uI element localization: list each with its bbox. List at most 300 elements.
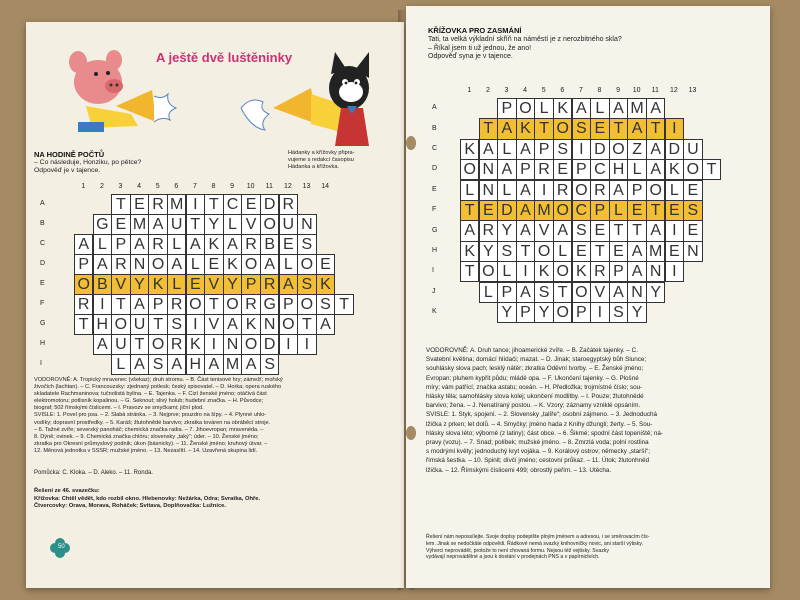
crossword-cell[interactable]: E — [590, 118, 609, 139]
crossword-cell[interactable]: A — [572, 98, 591, 119]
crossword-cell[interactable]: E — [683, 180, 702, 201]
crossword-cell[interactable]: U — [111, 334, 130, 355]
crossword-cell[interactable]: I — [665, 220, 684, 241]
crossword-cell[interactable]: V — [534, 220, 553, 241]
crossword-cell[interactable]: H — [609, 159, 628, 180]
crossword-cell[interactable]: T — [74, 314, 93, 335]
left-clue-line: vodíky; dopravní prostředky. – 5. Karáš; žlutohnědé barvivo; zkratka továren na obráběcí stroje. — [34, 419, 271, 426]
right-footer-line: vydávají neprovádělné a jsou k dostání v prodejnách PNS a v papírnictvích. — [426, 554, 600, 561]
crossword-cell[interactable]: L — [553, 241, 572, 262]
crossword-cell[interactable]: K — [460, 241, 479, 262]
crossword-cell[interactable]: T — [204, 294, 223, 315]
crossword-cell[interactable]: L — [479, 282, 498, 303]
column-number: 3 — [118, 183, 123, 190]
crossword-cell[interactable]: D — [590, 139, 609, 160]
crossword-cell[interactable]: M — [534, 200, 553, 221]
column-number: 14 — [321, 183, 329, 190]
crossword-cell[interactable]: T — [297, 314, 316, 335]
crossword-cell[interactable]: E — [590, 220, 609, 241]
crossword-cell[interactable]: L — [93, 234, 112, 255]
crossword-cell[interactable]: S — [148, 354, 167, 375]
crossword-cell[interactable]: N — [260, 314, 279, 335]
crossword-cell[interactable]: K — [665, 159, 684, 180]
crossword-cell[interactable]: T — [111, 194, 130, 215]
crossword-cell[interactable]: M — [223, 354, 242, 375]
crossword-cell[interactable]: S — [609, 302, 628, 323]
crossword-cell[interactable]: N — [297, 214, 316, 235]
crossword-cell[interactable]: A — [130, 294, 149, 315]
crossword-cell[interactable]: Z — [627, 139, 646, 160]
crossword-cell[interactable]: A — [609, 98, 628, 119]
crossword-cell[interactable]: T — [609, 220, 628, 241]
crossword-cell[interactable]: O — [223, 294, 242, 315]
left-clue-line: VODOROVNĚ: A. Tropický mravenec (všekaz); druh stromu. – B. Část tenisové hry; zámeží; mořský — [34, 377, 283, 383]
crossword-cell[interactable]: K — [204, 234, 223, 255]
crossword-cell[interactable]: A — [223, 314, 242, 335]
crossword-cell[interactable]: O — [297, 294, 316, 315]
crossword-cell[interactable]: P — [516, 159, 535, 180]
left-clue-line: skladatele Rachmaninova; tučnolistá bylina. – E. Tajenka. – F. Cizí ženské jméno; otáčivá část — [34, 391, 267, 398]
crossword-cell[interactable]: R — [590, 180, 609, 201]
column-number: 13 — [688, 87, 697, 94]
crossword-cell[interactable]: L — [627, 159, 646, 180]
crossword-cell[interactable]: S — [297, 234, 316, 255]
crossword-cell[interactable]: D — [260, 334, 279, 355]
right-footer — [426, 534, 764, 561]
crossword-cell[interactable]: S — [316, 294, 335, 315]
left-intro-line: Odpověď je v tajence. — [34, 167, 101, 175]
left-help: Pomůcka: C. Kloka. – D. Aleko. – 11. Ronda. — [34, 470, 153, 476]
column-number: 8 — [211, 183, 216, 190]
left-side-note-line: Hádanka a křížovka. — [288, 164, 339, 170]
crossword-cell[interactable]: E — [130, 194, 149, 215]
crossword-cell[interactable]: T — [534, 118, 553, 139]
right-clue-line: hlásky slova léto; výborně (z latiny); část obce. – 6. Šikmé; spodní část topeniště; ná- — [426, 429, 663, 437]
right-clue-line: lžička. – 12. Římskými číslicemi 499; obrostlý peřím. – 13. Utěcha. — [426, 466, 612, 474]
crossword-cell[interactable]: E — [683, 220, 702, 241]
crossword-cell[interactable]: N — [646, 261, 665, 282]
crossword-cell[interactable]: O — [460, 159, 479, 180]
crossword-cell[interactable]: N — [627, 282, 646, 303]
row-letter: A — [432, 104, 437, 112]
crossword-cell[interactable]: A — [497, 118, 516, 139]
punch-hole — [406, 136, 416, 150]
crossword-cell[interactable]: A — [609, 282, 628, 303]
crossword-cell[interactable]: O — [646, 180, 665, 201]
crossword-cell[interactable]: A — [516, 282, 535, 303]
crossword-cell[interactable]: P — [74, 254, 93, 275]
left-side-note — [288, 150, 355, 171]
crossword-cell[interactable]: Y — [534, 302, 553, 323]
crossword-cell[interactable]: T — [186, 214, 205, 235]
crossword-cell[interactable]: L — [186, 254, 205, 275]
crossword-cell[interactable]: K — [186, 334, 205, 355]
crossword-cell[interactable]: A — [460, 220, 479, 241]
crossword-cell[interactable]: A — [316, 314, 335, 335]
right-clue-line: VODOROVNĚ: A. Druh tance; jihoamerické zvíře. – B. Začátek tajenky. – C. — [426, 347, 638, 354]
crossword-cell[interactable]: R — [148, 234, 167, 255]
left-intro-line: – Co následuje, Honziku, po pětce? — [34, 159, 142, 166]
crossword-cell[interactable]: B — [260, 234, 279, 255]
crossword-cell[interactable]: L — [279, 254, 298, 275]
crossword-cell[interactable]: K — [223, 254, 242, 275]
crossword-cell[interactable]: I — [279, 334, 298, 355]
right-clue-line: Svatební květina; domácí hlídači; mazat. – D. Jinak; staroegyptský bůh Slunce; — [426, 356, 647, 364]
crossword-cell[interactable]: A — [516, 220, 535, 241]
left-clue-line: – 6. Tažné zvíře; severský panoháč; chemická značka radia. – 7. Jihoevropan; mravenéda. – — [34, 426, 264, 433]
crossword-cell[interactable]: O — [553, 261, 572, 282]
crossword-cell[interactable]: O — [572, 282, 591, 303]
crossword-cell[interactable]: O — [111, 314, 130, 335]
crossword-cell[interactable]: L — [534, 98, 553, 119]
crossword-cell[interactable]: R — [279, 194, 298, 215]
column-number: 8 — [597, 87, 602, 94]
crossword-cell[interactable]: T — [334, 294, 353, 315]
crossword-cell[interactable]: E — [479, 200, 498, 221]
crossword-cell[interactable]: B — [93, 274, 112, 295]
crossword-cell[interactable]: P — [148, 294, 167, 315]
crossword-cell[interactable]: K — [572, 261, 591, 282]
crossword-cell[interactable]: V — [111, 274, 130, 295]
crossword-cell[interactable]: N — [683, 241, 702, 262]
crossword-cell[interactable]: A — [204, 354, 223, 375]
right-footer-line: lem. Jinak se nedočkáte odpovědi. Řádkové nemá svazky knihovničky novic, ani starší výtisky. — [426, 540, 644, 547]
crossword-cell[interactable]: A — [516, 200, 535, 221]
crossword-cell[interactable]: S — [167, 314, 186, 335]
crossword-cell[interactable]: P — [279, 294, 298, 315]
crossword-cell[interactable]: L — [497, 180, 516, 201]
crossword-cell[interactable]: A — [627, 261, 646, 282]
crossword-cell[interactable]: T — [702, 159, 721, 180]
crossword-cell[interactable]: L — [497, 261, 516, 282]
right-clue-line: barvivo; žena. – J. Nenatíraný postou. – K. Vzory; záznamy vzniklé opsáním. — [426, 402, 641, 410]
crossword-cell[interactable]: A — [93, 254, 112, 275]
crossword-cell[interactable]: V — [241, 214, 260, 235]
right-clue-line: pravy (vozu). – 7. Snad; políbek; mužské jméno. – 8. Zmrzlá voda; polní rostlina — [426, 439, 649, 447]
right-clue-line: SVISLE: 1. Styk, spojení. – 2. Slovensky „talíře“; osobní zájmeno. – 3. Jednoduchá — [426, 411, 658, 419]
crossword-cell[interactable]: I — [297, 334, 316, 355]
column-number: 2 — [485, 87, 490, 94]
crossword-cell[interactable]: R — [590, 261, 609, 282]
crossword-cell[interactable]: O — [683, 159, 702, 180]
left-side-note-line: Hádanky a křížovky připra- — [288, 150, 355, 156]
crossword-cell[interactable]: M — [130, 214, 149, 235]
crossword-cell[interactable]: V — [204, 274, 223, 295]
crossword-cell[interactable]: P — [516, 302, 535, 323]
left-clue-line: zkratka pro Okresní průmyslový podnik; úkon (básnicky). – 11. Ženské jméno; kruhový útvar. – — [34, 440, 268, 447]
crossword-cell[interactable]: R — [111, 254, 130, 275]
crossword-cell[interactable]: N — [479, 159, 498, 180]
crossword-cell[interactable]: A — [646, 220, 665, 241]
crossword-cell[interactable]: E — [627, 200, 646, 221]
crossword-cell[interactable]: E — [665, 200, 684, 221]
right-clue-line: římská šestka. – 10. Spinit; dívčí jméno; cestovní průkaz. – 11. Útok; žlutonhněd — [426, 457, 650, 465]
crossword-cell[interactable]: T — [111, 294, 130, 315]
crossword-cell[interactable]: D — [665, 139, 684, 160]
crossword-cell[interactable]: N — [223, 334, 242, 355]
crossword-cell[interactable]: Y — [497, 302, 516, 323]
crossword-cell[interactable]: E — [665, 241, 684, 262]
crossword-cell[interactable]: N — [130, 254, 149, 275]
row-letter: C — [432, 145, 438, 152]
column-number: 2 — [99, 183, 104, 190]
crossword-cell[interactable]: A — [186, 234, 205, 255]
crossword-cell[interactable]: E — [111, 214, 130, 235]
crossword-cell[interactable]: T — [148, 314, 167, 335]
crossword-cell[interactable]: O — [148, 254, 167, 275]
crossword-cell[interactable]: T — [627, 220, 646, 241]
crossword-cell[interactable]: E — [204, 254, 223, 275]
crossword-cell[interactable]: R — [167, 294, 186, 315]
row-letter: E — [432, 185, 437, 193]
crossword-cell[interactable]: P — [241, 274, 260, 295]
crossword-cell[interactable]: S — [553, 139, 572, 160]
crossword-cell[interactable]: T — [460, 200, 479, 221]
crossword-cell[interactable]: R — [241, 294, 260, 315]
crossword-cell[interactable]: G — [93, 214, 112, 235]
crossword-cell[interactable]: K — [460, 139, 479, 160]
crossword-cell[interactable]: Y — [204, 214, 223, 235]
crossword-cell[interactable]: O — [241, 254, 260, 275]
crossword-cell[interactable]: R — [167, 334, 186, 355]
crossword-cell[interactable]: M — [627, 98, 646, 119]
crossword-cell[interactable]: A — [479, 139, 498, 160]
crossword-cell[interactable]: A — [260, 254, 279, 275]
crossword-cell[interactable]: P — [590, 200, 609, 221]
crossword-cell[interactable]: L — [223, 214, 242, 235]
crossword-cell[interactable]: T — [590, 241, 609, 262]
crossword-cell[interactable]: C — [223, 194, 242, 215]
crossword-cell[interactable]: O — [609, 139, 628, 160]
crossword-cell[interactable]: N — [479, 180, 498, 201]
crossword-cell[interactable]: I — [534, 180, 553, 201]
column-number: 7 — [192, 183, 197, 190]
crossword-cell[interactable]: I — [186, 194, 205, 215]
crossword-cell[interactable]: K — [316, 274, 335, 295]
crossword-cell[interactable]: L — [609, 200, 628, 221]
crossword-cell[interactable]: S — [260, 354, 279, 375]
crossword-cell[interactable]: E — [572, 241, 591, 262]
crossword-cell[interactable]: D — [260, 194, 279, 215]
crossword-cell[interactable]: E — [186, 274, 205, 295]
crossword-cell[interactable]: T — [646, 118, 665, 139]
left-side-note-line: vujeme s redakcí časopisu — [288, 157, 354, 163]
crossword-cell[interactable]: O — [516, 98, 535, 119]
crossword-cell[interactable]: E — [316, 254, 335, 275]
crossword-cell[interactable]: P — [111, 234, 130, 255]
crossword-cell[interactable]: P — [572, 302, 591, 323]
crossword-cell[interactable]: A — [130, 234, 149, 255]
crossword-cell[interactable]: O — [297, 254, 316, 275]
left-page — [26, 22, 404, 588]
crossword-cell[interactable]: K — [148, 274, 167, 295]
crossword-cell[interactable]: G — [260, 294, 279, 315]
crossword-cell[interactable]: I — [665, 118, 684, 139]
crossword-cell[interactable]: P — [497, 98, 516, 119]
crossword-cell[interactable]: S — [497, 241, 516, 262]
row-letter: K — [432, 308, 437, 316]
crossword-cell[interactable]: L — [111, 354, 130, 375]
crossword-cell[interactable]: O — [572, 180, 591, 201]
crossword-cell[interactable]: L — [497, 139, 516, 160]
crossword-cell[interactable]: T — [516, 241, 535, 262]
crossword-cell[interactable]: T — [553, 282, 572, 303]
crossword-cell[interactable]: A — [516, 139, 535, 160]
crossword-cell[interactable]: A — [646, 98, 665, 119]
left-header-title: A ještě dvě luštěninky — [156, 50, 293, 65]
crossword-cell[interactable]: A — [223, 234, 242, 255]
crossword-cell[interactable]: L — [167, 234, 186, 255]
crossword-cell[interactable]: Y — [497, 220, 516, 241]
crossword-cell[interactable]: K — [553, 98, 572, 119]
crossword-cell[interactable]: A — [167, 254, 186, 275]
crossword-cell[interactable]: R — [534, 159, 553, 180]
crossword-cell[interactable]: Y — [223, 274, 242, 295]
crossword-cell[interactable]: U — [167, 214, 186, 235]
row-letter: A — [40, 200, 45, 207]
column-number: 10 — [632, 87, 641, 94]
crossword-cell[interactable]: R — [148, 194, 167, 215]
crossword-cell[interactable]: M — [646, 241, 665, 262]
crossword-cell[interactable]: O — [74, 274, 93, 295]
right-clue-line: Evropan; pluhem kypřit půdu; mládě opa. – F. Ukončení tajenky. – G. Plošné — [426, 374, 639, 382]
crossword-cell[interactable]: O — [479, 261, 498, 282]
crossword-cell[interactable]: O — [186, 294, 205, 315]
crossword-cell[interactable]: T — [460, 261, 479, 282]
crossword-cell[interactable]: I — [590, 302, 609, 323]
crossword-cell[interactable]: Y — [646, 282, 665, 303]
crossword-cell[interactable]: P — [609, 261, 628, 282]
crossword-cell[interactable]: E — [279, 234, 298, 255]
crossword-cell[interactable]: E — [609, 241, 628, 262]
left-clue-line: biograf; 502 římskými číslicemi. – I. Pravozv se smyčkami; jiční plod. — [34, 405, 204, 412]
crossword-cell[interactable]: S — [534, 282, 553, 303]
crossword-cell[interactable]: A — [279, 274, 298, 295]
crossword-cell[interactable]: K — [516, 118, 535, 139]
crossword-cell[interactable]: O — [534, 241, 553, 262]
crossword-cell[interactable]: K — [534, 261, 553, 282]
row-letter: D — [40, 260, 46, 267]
crossword-cell[interactable]: P — [534, 139, 553, 160]
crossword-cell[interactable]: M — [167, 194, 186, 215]
left-solution-line: Čtvercovky: Orava, Morava, Roháček; Svitava, Doplňovačka: Lužnice. — [34, 503, 227, 510]
crossword-cell[interactable]: P — [572, 159, 591, 180]
crossword-cell[interactable]: C — [572, 200, 591, 221]
crossword-cell[interactable]: A — [241, 354, 260, 375]
crossword-cell[interactable]: R — [479, 220, 498, 241]
crossword-cell[interactable]: A — [646, 159, 665, 180]
crossword-cell[interactable]: I — [516, 261, 535, 282]
crossword-cell[interactable]: T — [130, 334, 149, 355]
crossword-cell[interactable]: A — [130, 354, 149, 375]
crossword-cell[interactable]: R — [260, 274, 279, 295]
column-number: 11 — [651, 87, 659, 94]
crossword-cell[interactable]: O — [553, 200, 572, 221]
crossword-cell[interactable]: D — [497, 200, 516, 221]
column-number: 6 — [560, 87, 565, 94]
crossword-cell[interactable]: A — [497, 159, 516, 180]
crossword-cell[interactable]: O — [148, 334, 167, 355]
crossword-cell[interactable]: A — [516, 180, 535, 201]
column-number: 4 — [137, 183, 142, 190]
crossword-cell[interactable]: Y — [479, 241, 498, 262]
crossword-cell[interactable]: L — [590, 98, 609, 119]
crossword-cell[interactable]: O — [553, 118, 572, 139]
right-footer-line: Výherci neprovádět, protože to není chovaná formu. Nejsou též vejtisky. Svazky — [426, 547, 609, 554]
crossword-cell[interactable]: Y — [627, 302, 646, 323]
crossword-cell[interactable]: V — [590, 282, 609, 303]
crossword-cell[interactable]: C — [590, 159, 609, 180]
crossword-cell[interactable]: U — [279, 214, 298, 235]
crossword-cell[interactable]: Y — [130, 274, 149, 295]
crossword-cell[interactable]: T — [609, 118, 628, 139]
column-number: 4 — [523, 87, 528, 94]
crossword-cell[interactable]: O — [279, 314, 298, 335]
crossword-cell[interactable]: K — [241, 314, 260, 335]
crossword-cell[interactable]: V — [204, 314, 223, 335]
crossword-cell[interactable]: A — [553, 220, 572, 241]
crossword-cell[interactable]: P — [627, 180, 646, 201]
crossword-cell[interactable]: L — [167, 274, 186, 295]
crossword-cell[interactable]: R — [74, 294, 93, 315]
crossword-cell[interactable]: A — [609, 180, 628, 201]
crossword-cell[interactable]: H — [93, 314, 112, 335]
crossword-cell[interactable]: A — [627, 118, 646, 139]
crossword-cell[interactable]: I — [186, 314, 205, 335]
crossword-cell[interactable]: T — [646, 200, 665, 221]
crossword-cell[interactable]: O — [241, 334, 260, 355]
column-number: 6 — [174, 183, 179, 190]
left-clue-line: SVISLE: 1. Povel pro psa. – 2. Slabá stránka. – 3. Nejprve; pouzdro na šípy. – 4. Plynné uhlo- — [34, 412, 267, 419]
row-letter: E — [40, 280, 45, 287]
crossword-cell[interactable]: A — [148, 214, 167, 235]
crossword-cell[interactable]: I — [572, 139, 591, 160]
crossword-cell[interactable]: E — [553, 159, 572, 180]
crossword-cell[interactable]: T — [204, 194, 223, 215]
crossword-cell[interactable]: P — [497, 282, 516, 303]
right-intro-line: Odpověď syna je v tajence. — [428, 53, 513, 61]
crossword-cell[interactable]: I — [665, 261, 684, 282]
crossword-cell[interactable]: O — [553, 302, 572, 323]
crossword-cell[interactable]: S — [683, 200, 702, 221]
row-letter: C — [40, 240, 46, 247]
crossword-cell[interactable]: A — [646, 139, 665, 160]
crossword-cell[interactable]: A — [93, 334, 112, 355]
crossword-cell[interactable]: U — [130, 314, 149, 335]
crossword-cell[interactable]: L — [665, 180, 684, 201]
crossword-cell[interactable]: R — [241, 234, 260, 255]
crossword-cell[interactable]: U — [683, 139, 702, 160]
right-title: KŘÍŽOVKA PRO ZASMÁNÍ — [428, 26, 522, 35]
crossword-cell[interactable]: S — [572, 220, 591, 241]
crossword-cell[interactable]: H — [186, 354, 205, 375]
crossword-cell[interactable]: R — [553, 180, 572, 201]
column-number: 7 — [578, 87, 583, 94]
crossword-cell[interactable]: L — [460, 180, 479, 201]
crossword-cell[interactable]: T — [479, 118, 498, 139]
crossword-cell[interactable]: I — [204, 334, 223, 355]
crossword-cell[interactable]: S — [297, 274, 316, 295]
crossword-cell[interactable]: O — [260, 214, 279, 235]
crossword-cell[interactable]: S — [572, 118, 591, 139]
crossword-cell[interactable]: A — [167, 354, 186, 375]
crossword-cell[interactable]: A — [627, 241, 646, 262]
crossword-cell[interactable]: A — [74, 234, 93, 255]
column-number: 1 — [81, 183, 86, 190]
crossword-cell[interactable]: I — [93, 294, 112, 315]
crossword-cell[interactable]: E — [241, 194, 260, 215]
row-letter: J — [432, 287, 436, 295]
